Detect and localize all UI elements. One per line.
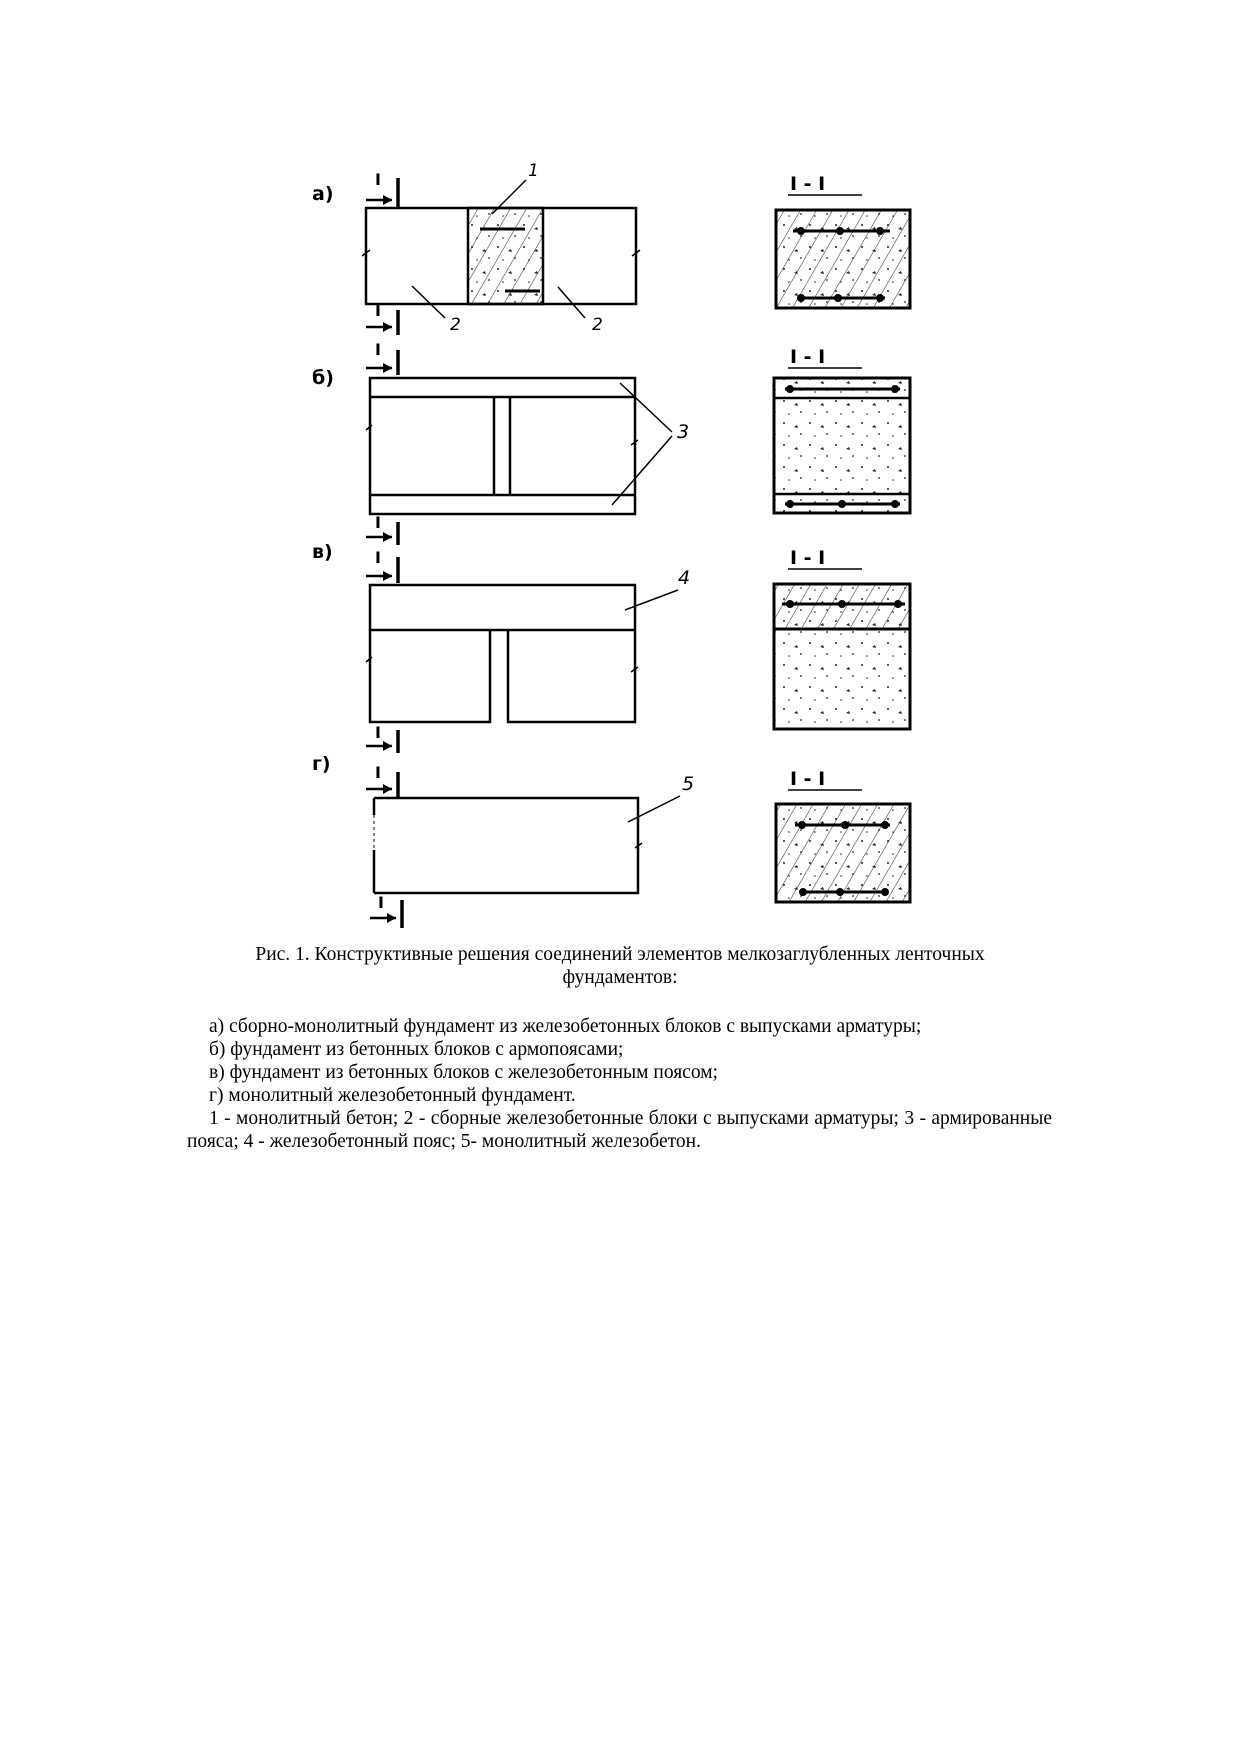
callout-2-left: 2 [450,315,461,335]
section-mark: I [375,170,381,189]
legend-item-b: б) фундамент из бетонных блоков с армопоясами; [209,1039,624,1060]
panel-c-letter: в) [312,541,333,563]
section-b [774,346,910,513]
section-marker-c-bottom [366,723,398,753]
section-marker-c-top [366,548,398,583]
callout-1: 1 [528,161,539,181]
caption-line-2: фундаментов: [562,967,678,988]
panel-d-letter: г) [312,753,331,775]
section-mark: I [378,893,384,912]
section-mark: I [375,548,381,567]
section-marker-b-bottom [366,513,398,545]
callout-2-right: 2 [592,315,603,335]
panel-d [312,753,910,928]
section-mark: I [375,723,381,742]
section-title: I - I [790,346,826,368]
panel-b-letter: б) [312,367,334,389]
panel-b [312,340,910,545]
panel-c [312,541,910,753]
legend-item-a: а) сборно-монолитный фундамент из железобетонных блоков с выпусками арматуры; [209,1016,922,1037]
section-marker-a-top [366,170,398,208]
figure-caption [230,943,1010,989]
section-title: I - I [790,173,826,195]
figure-legend [187,1015,1052,1153]
section-title: I - I [790,547,826,569]
section-title: I - I [790,768,826,790]
legend-item-d: г) монолитный железобетонный фундамент. [209,1085,576,1106]
section-mark: I [375,301,381,320]
caption-line-1: Рис. 1. Конструктивные решения соединений элементов мелкозаглубленных ленточных [255,944,985,965]
callout-3: 3 [677,421,690,443]
section-marker-d-top [366,763,398,797]
section-a [776,173,910,308]
legend-key: 1 - монолитный бетон; 2 - сборные железобетонные блоки с выпусками арматуры; 3 - армированные пояса; 4 - железобетонный пояс; 5- монолитный железобетон. [187,1108,1052,1152]
section-d [776,768,910,902]
section-marker-b-top [366,340,398,375]
callout-5: 5 [682,773,695,795]
section-mark: I [375,763,381,782]
callout-4: 4 [678,567,691,589]
panel-a [312,161,910,335]
section-mark: I [375,340,381,359]
section-mark: I [375,513,381,532]
section-marker-a-bottom [366,301,398,335]
section-marker-d-bottom [370,893,402,928]
legend-item-c: в) фундамент из бетонных блоков с железобетонным поясом; [209,1062,718,1083]
section-c [774,547,910,729]
panel-a-letter: а) [312,183,334,205]
